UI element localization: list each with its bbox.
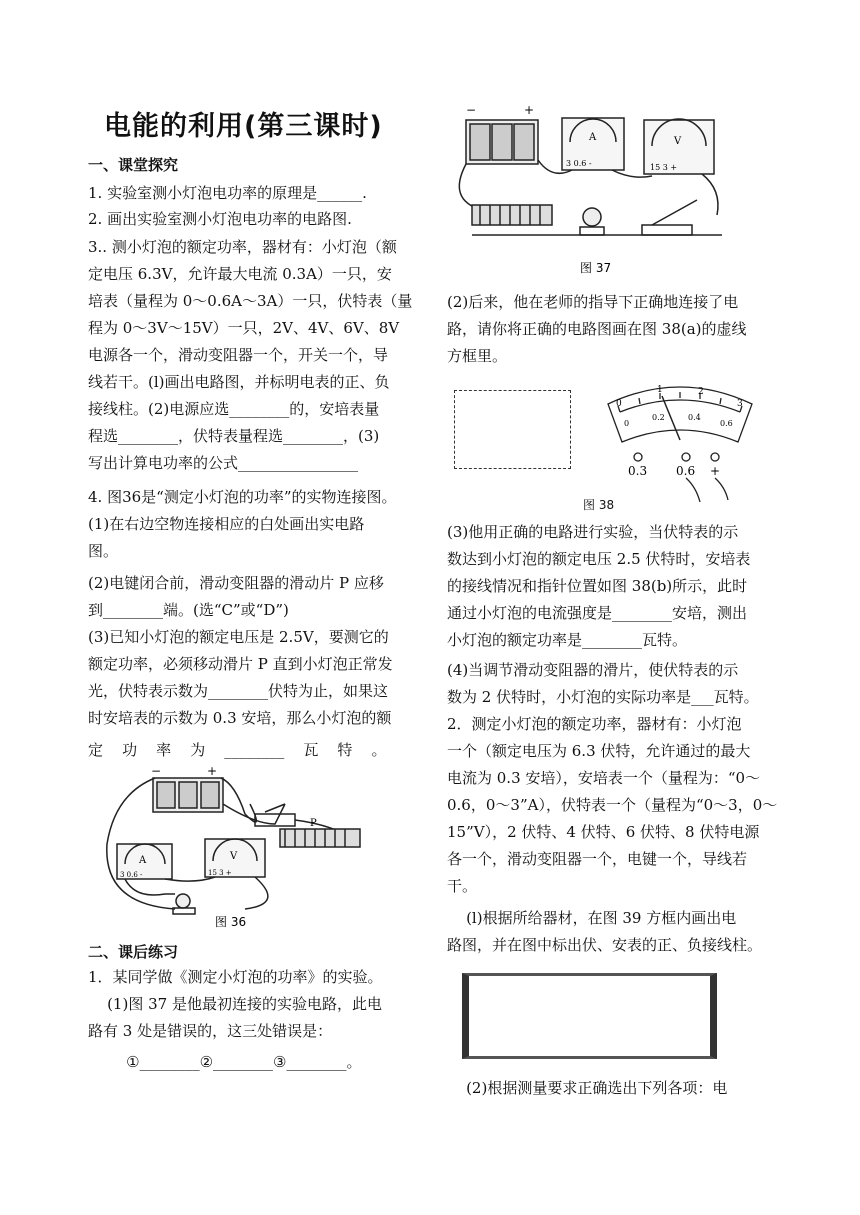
section-heading-1: 一、课堂探究 — [88, 156, 179, 174]
right-paragraph-line: 数为 2 伏特时，小灯泡的实际功率是___瓦特。 — [447, 688, 759, 706]
right-paragraph-line: (3)他用正确的电路进行实验，当伏特表的示 — [447, 523, 739, 541]
question-3-line: 程选________，伏特表量程选________，(3) — [88, 427, 380, 445]
figure-38a-dashed-box — [454, 390, 571, 469]
voltmeter-label: V — [230, 851, 238, 862]
homework-1-line: ①________②________③________。 — [88, 1053, 362, 1071]
battery-plus-label: + — [207, 764, 218, 778]
question-4-line: 定 功 率 为 ________ 瓦 特 。 — [88, 741, 387, 759]
meter-bottom-scale: 0.4 — [688, 413, 701, 422]
voltmeter-terminals: 15 3 + — [650, 163, 678, 172]
battery-minus-label: − — [466, 103, 477, 117]
battery-minus-label: − — [151, 764, 162, 778]
meter-terminal-label: + — [710, 464, 721, 478]
meter-terminal-label: 0.3 — [628, 464, 648, 478]
ammeter-label: A — [139, 855, 147, 866]
right-paragraph-line: 一个（额定电压为 6.3 伏特，允许通过的最大 — [447, 742, 751, 760]
right-paragraph-line: 电流为 0.3 安培），安培表一个（量程为：“0～ — [447, 769, 761, 787]
slider-p-label: P — [310, 818, 317, 829]
question-3-line: 接线柱。(2)电源应选________的，安培表量 — [88, 400, 380, 418]
right-paragraph-line: 小灯泡的额定功率是________瓦特。 — [447, 631, 688, 649]
figure-36-caption: 图 36 — [215, 915, 247, 929]
question-4-line: (3)已知小灯泡的额定电压是 2.5V，要测它的 — [88, 628, 389, 646]
meter-bottom-scale: 0 — [624, 419, 630, 428]
right-paragraph-line: 方框里。 — [447, 347, 508, 365]
right-paragraph-line: (l)根据所给器材，在图 39 方框内画出电 — [447, 909, 737, 927]
question-3-line: 3.. 测小灯泡的额定功率，器材有：小灯泡（额 — [88, 238, 397, 256]
question-3-line: 定电压 6.3V，允许最大电流 0.3A）一只，安 — [88, 265, 392, 283]
meter-terminal-label: 0.6 — [676, 464, 696, 478]
ammeter-label: A — [589, 132, 597, 143]
question-3-line: 培表（量程为 0～0.6A～3A）一只，伏特表（量 — [88, 292, 413, 310]
right-paragraph-line: 通过小灯泡的电流强度是________安培，测出 — [447, 604, 748, 622]
question-4-line: 图。 — [88, 542, 119, 560]
figure-38-caption: 图 38 — [583, 498, 615, 512]
question-3-line: 线若干。(l)画出电路图，并标明电表的正、负 — [88, 373, 390, 391]
right-paragraph-line: (2)根据测量要求正确选出下列各项：电 — [447, 1079, 728, 1097]
right-paragraph-line: (4)当调节滑动变阻器的滑片，使伏特表的示 — [447, 661, 739, 679]
homework-1-line: (1)图 37 是他最初连接的实验电路，此电 — [88, 995, 382, 1013]
question-4-line: 到________端。(选“C”或“D”) — [88, 601, 289, 619]
right-paragraph-line: 各一个，滑动变阻器一个，电键一个，导线若 — [447, 850, 748, 868]
right-paragraph-line: 路图，并在图中标出伏、安表的正、负接线柱。 — [447, 936, 763, 954]
right-paragraph-line: 15”V），2 伏特、4 伏特、6 伏特、8 伏特电源 — [447, 823, 760, 841]
homework-1-line: 1．某同学做《测定小灯泡的功率》的实验。 — [88, 968, 383, 986]
question-3-line: 电源各一个，滑动变阻器一个，开关一个，导 — [88, 346, 389, 364]
question-3-line: 程为 0～3V～15V）一只，2V、4V、6V、8V — [88, 319, 400, 337]
figure-36 — [95, 764, 375, 934]
battery-plus-label: + — [524, 103, 535, 117]
question-4-line: (1)在右边空物连接相应的白处画出实电路 — [88, 515, 365, 533]
meter-bottom-scale: 0.6 — [720, 419, 733, 428]
figure-38b-ammeter — [600, 382, 760, 512]
figure-37-caption: 图 37 — [580, 261, 612, 275]
homework-1-line: 路有 3 处是错误的，这三处错误是： — [88, 1022, 333, 1040]
ammeter-terminals: 3 0.6 - — [566, 159, 592, 168]
section-heading-2: 二、课后练习 — [88, 943, 179, 961]
figure-39-answer-box — [462, 973, 717, 1059]
question-2: 2. 画出实验室测小灯泡电功率的电路图. — [88, 210, 352, 228]
right-paragraph-line: 0.6，0～3”A），伏特表一个（量程为“0～3，0～ — [447, 796, 778, 814]
figure-37 — [452, 100, 732, 280]
meter-top-scale: 0 — [616, 399, 622, 409]
voltmeter-terminals: 15 3 + — [208, 869, 232, 877]
right-paragraph-line: (2)后来，他在老师的指导下正确地连接了电 — [447, 293, 739, 311]
right-paragraph-line: 2．测定小灯泡的额定功率，器材有：小灯泡 — [447, 715, 742, 733]
question-1: 1. 实验室测小灯泡电功率的原理是______. — [88, 184, 367, 202]
right-paragraph-line: 数达到小灯泡的额定电压 2.5 伏特时，安培表 — [447, 550, 751, 568]
meter-top-scale: 1 — [657, 385, 663, 395]
question-3-line: 写出计算电功率的公式________________ — [88, 454, 359, 472]
right-paragraph-line: 路，请你将正确的电路图画在图 38(a)的虚线 — [447, 320, 747, 338]
meter-top-scale: 3 — [737, 399, 743, 409]
meter-bottom-scale: 0.2 — [652, 413, 665, 422]
question-4-line: 光，伏特表示数为________伏特为止，如果这 — [88, 682, 389, 700]
question-4-line: (2)电键闭合前，滑动变阻器的滑动片 P 应移 — [88, 574, 384, 592]
ammeter-terminals: 3 0.6 - — [120, 871, 143, 879]
meter-top-scale: 2 — [698, 387, 704, 397]
question-4-line: 4. 图36是“测定小灯泡的功率”的实物连接图。 — [88, 488, 397, 506]
page-title: 电能的利用(第三课时) — [104, 111, 383, 142]
voltmeter-label: V — [674, 136, 682, 147]
right-paragraph-line: 干。 — [447, 877, 478, 895]
question-4-line: 额定功率，必须移动滑片 P 直到小灯泡正常发 — [88, 655, 393, 673]
question-4-line: 时安培表的示数为 0.3 安培，那么小灯泡的额 — [88, 709, 392, 727]
right-paragraph-line: 的接线情况和指针位置如图 38(b)所示，此时 — [447, 577, 748, 595]
